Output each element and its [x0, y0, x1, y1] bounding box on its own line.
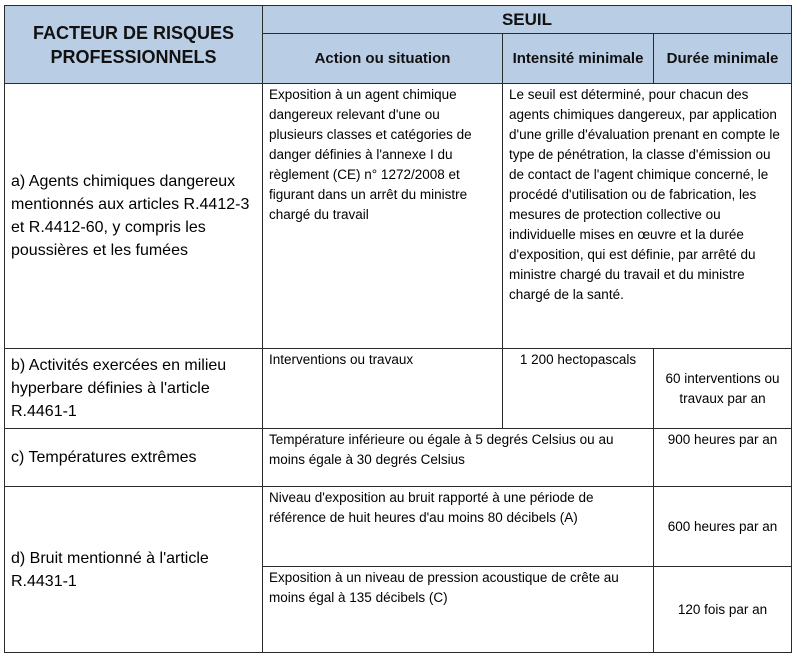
- table-row: [5, 349, 792, 429]
- action-hyperbaric: Interventions ou travaux: [263, 349, 503, 429]
- duration-temperatures: 900 heures par an: [654, 429, 792, 487]
- action-noise-135db: Exposition à un niveau de pression acoustique de crête au moins égal à 135 décibels (C): [263, 567, 654, 653]
- action-chemicals: Exposition à un agent chimique dangereux relevant d'une ou plusieurs classes et catégories de danger définies à l'annexe I du règlement (CE) n° 1272/2008 et figurant dans un arrêt du ministre chargé du travail: [263, 84, 503, 349]
- factor-hyperbaric: b) Activités exercées en milieu hyperbare définies à l'article R.4461-1: [5, 349, 263, 429]
- header-intensity: Intensité minimale: [503, 34, 654, 84]
- action-temperatures: Température inférieure ou égale à 5 degrés Celsius ou au moins égale à 30 degrés Celsius: [263, 429, 654, 487]
- factor-noise: d) Bruit mentionné à l'article R.4431-1: [5, 487, 263, 653]
- duration-noise-135db: 120 fois par an: [654, 567, 792, 653]
- duration-hyperbaric: 60 interventions ou travaux par an: [654, 349, 792, 429]
- risk-factors-table: [4, 5, 792, 653]
- header-duration: Durée minimale: [654, 34, 792, 84]
- header-factor: FACTEUR DE RISQUES PROFESSIONNELS: [5, 6, 263, 84]
- threshold-chemicals: Le seuil est déterminé, pour chacun des agents chimiques dangereux, par application d'une grille d'évaluation prenant en compte le type de pénétration, la classe d'émission ou de contact de l'agent chimique concerné, le procédé d'utilisation ou de fabrication, les mesures de protection collective ou individuelle mises en œuvre et la durée d'exposition, qui est définie, par arrêté du ministre chargé du travail et du ministre chargé de la santé.: [503, 84, 792, 349]
- table-row: [5, 487, 792, 567]
- table-row: [5, 429, 792, 487]
- factor-chemicals: a) Agents chimiques dangereux mentionnés aux articles R.4412-3 et R.4412-60, y compris les poussières et les fumées: [5, 84, 263, 349]
- factor-temperatures: c) Températures extrêmes: [5, 429, 263, 487]
- header-action: Action ou situation: [263, 34, 503, 84]
- duration-noise-80db: 600 heures par an: [654, 487, 792, 567]
- intensity-hyperbaric: 1 200 hectopascals: [503, 349, 654, 429]
- header-seuil: SEUIL: [263, 6, 792, 34]
- action-noise-80db: Niveau d'exposition au bruit rapporté à une période de référence de huit heures d'au moins 80 décibels (A): [263, 487, 654, 567]
- table-row: [5, 84, 792, 349]
